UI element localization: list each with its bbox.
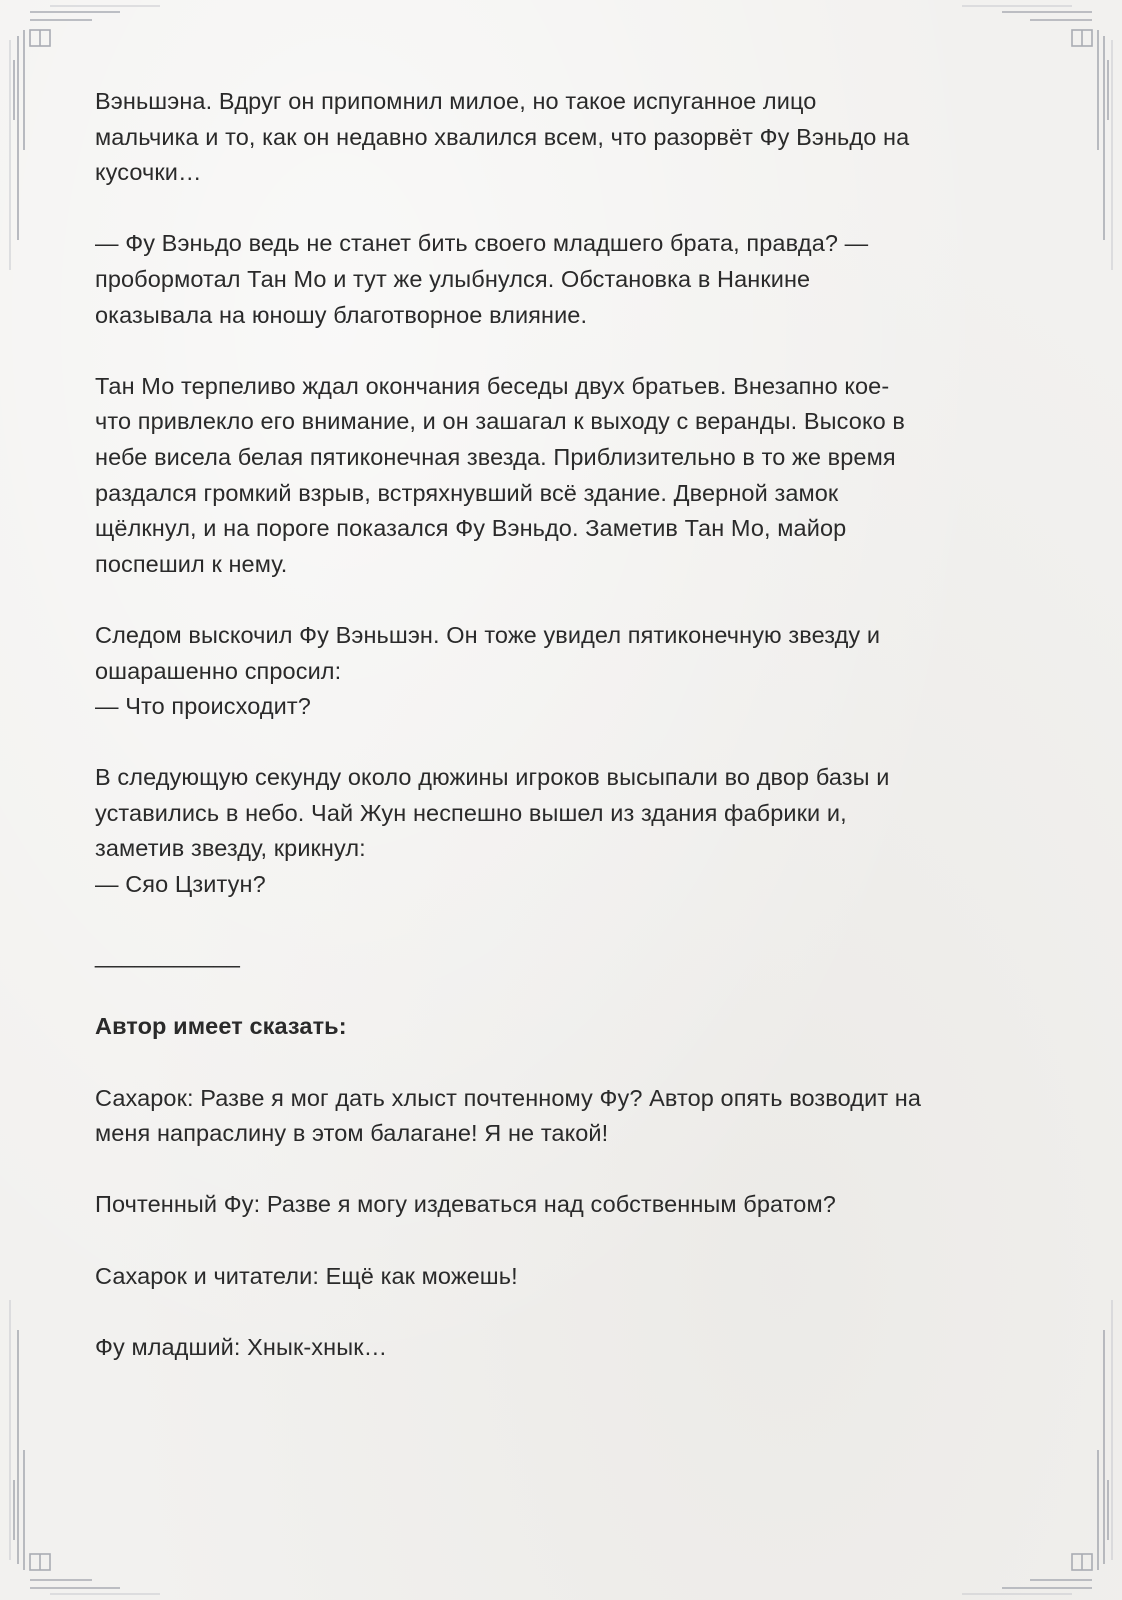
document-body — [95, 84, 1025, 1401]
separator-line: ___________ — [95, 942, 240, 969]
paragraph — [95, 618, 1025, 725]
text-line: — Фу Вэньдо ведь не станет бить своего младшего брата, правда? — — [95, 230, 869, 257]
text-line: ошарашенно спросил: — [95, 657, 342, 684]
text-line: Фу младший: Хнык-хнык… — [95, 1333, 388, 1360]
text-line: Вэньшэна. Вдруг он припомнил милое, но такое испуганное лицо — [95, 88, 817, 114]
paragraph — [95, 369, 1025, 583]
section-separator — [95, 938, 1025, 974]
text-line: мальчика и то, как он недавно хвалился всем, что разорвёт Фу Вэньдо на — [95, 123, 910, 150]
text-line: Сахарок и читатели: Ещё как можешь! — [95, 1262, 518, 1289]
text-line: поспешил к нему. — [95, 550, 288, 577]
text-line: раздался громкий взрыв, встряхнувший всё здание. Дверной замок — [95, 479, 839, 506]
text-line: уставились в небо. Чай Жун неспешно вышел из здания фабрики и, — [95, 799, 847, 826]
paragraph — [95, 226, 1025, 333]
text-line: меня напраслину в этом балагане! Я не такой! — [95, 1120, 609, 1147]
text-line: Сахарок: Разве я мог дать хлыст почтенному Фу? Автор опять возводит на — [95, 1084, 922, 1111]
text-line: Почтенный Фу: Разве я могу издеваться над собственным братом? — [95, 1191, 836, 1218]
author-notes-heading: Автор имеет сказать: — [95, 1013, 347, 1040]
paragraph — [95, 84, 1025, 191]
author-note — [95, 1081, 1025, 1152]
text-line: что привлекло его внимание, и он зашагал к выходу с веранды. Высоко в — [95, 408, 905, 435]
text-line: — Сяо Цзитун? — [95, 871, 266, 898]
author-note — [95, 1259, 1025, 1295]
text-line: пробормотал Тан Мо и тут же улыбнулся. Обстановка в Нанкине — [95, 265, 811, 292]
author-note — [95, 1330, 1025, 1366]
author-note — [95, 1187, 1025, 1223]
text-line: В следующую секунду около дюжины игроков высыпали во двор базы и — [95, 764, 890, 791]
paragraph — [95, 760, 1025, 902]
text-line: Следом выскочил Фу Вэньшэн. Он тоже увидел пятиконечную звезду и — [95, 621, 881, 648]
text-line: Тан Мо терпеливо ждал окончания беседы двух братьев. Внезапно кое- — [95, 372, 890, 399]
text-line: небе висела белая пятиконечная звезда. Приблизительно в то же время — [95, 443, 896, 470]
text-line: щёлкнул, и на пороге показался Фу Вэньдо. Заметив Тан Мо, майор — [95, 515, 847, 542]
text-line: оказывала на юношу благотворное влияние. — [95, 301, 588, 328]
text-line: — Что происходит? — [95, 693, 311, 720]
text-line: кусочки… — [95, 159, 202, 186]
text-line: заметив звезду, крикнул: — [95, 835, 366, 862]
